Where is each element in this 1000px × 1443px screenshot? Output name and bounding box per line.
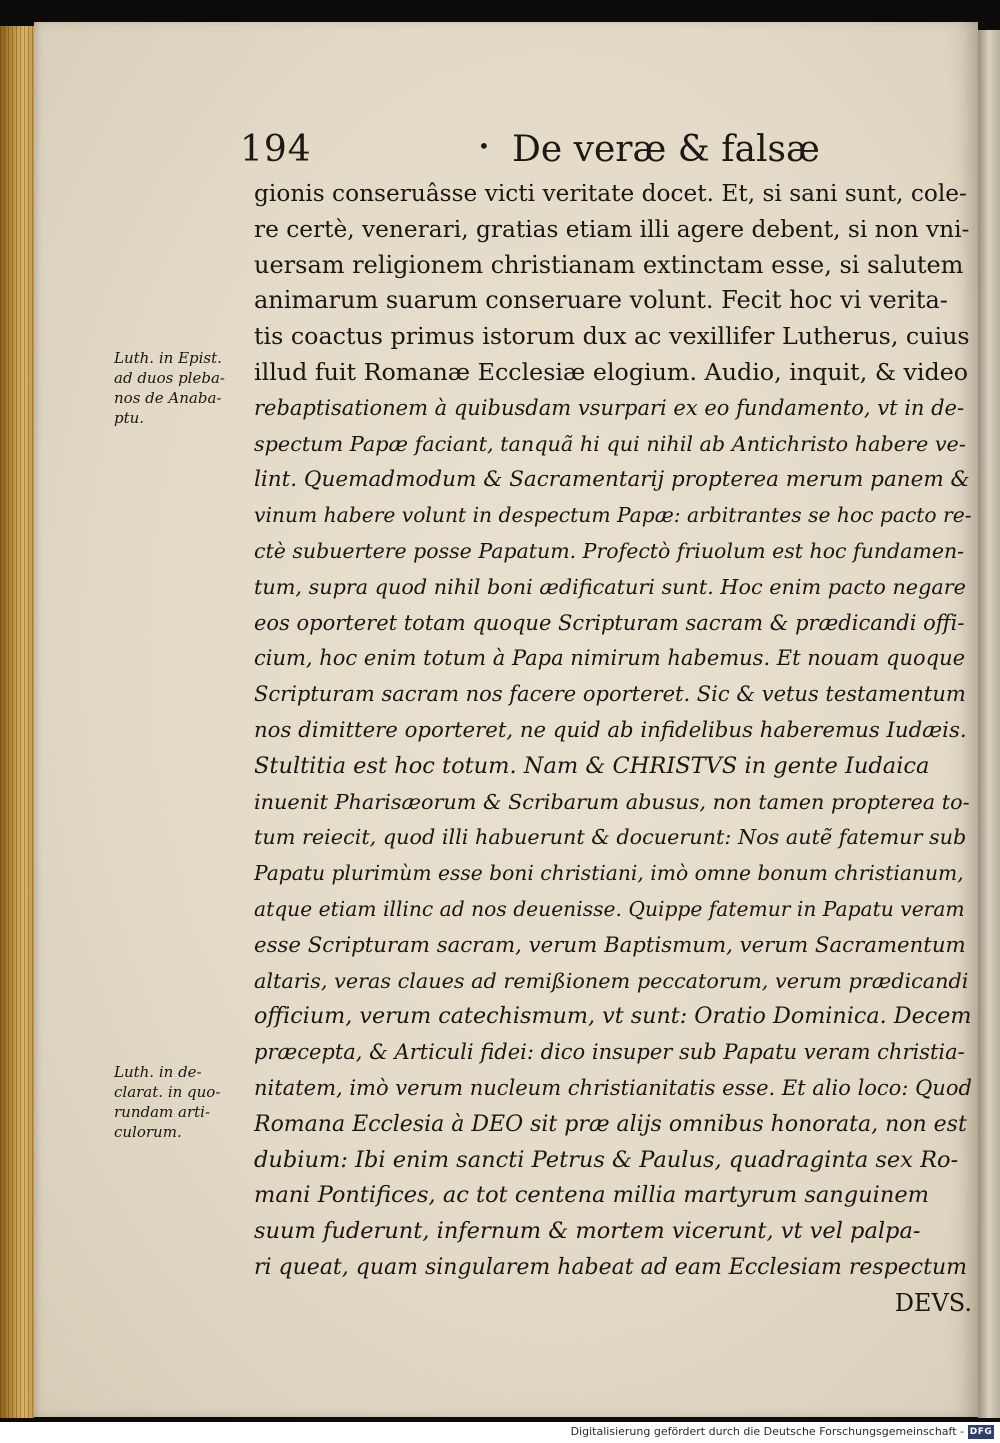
text-line: Romana Ecclesia à DEO sit præ alijs omnibus honorata, non est (254, 1111, 967, 1137)
marginal-note-line: Luth. in Epist. (114, 349, 222, 367)
text-line: cium, hoc enim totum à Papa nimirum habemus. Et nouam quoque (254, 646, 966, 671)
text-line: ctè subuertere posse Papatum. Profectò friuolum est hoc fundamen- (254, 538, 965, 563)
text-line: tum reiecit, quod illi habuerunt & docuerunt: Nos autẽ fatemur sub (254, 825, 967, 850)
text-line: re certè, venerari, gratias etiam illi agere debent, si non vni- (254, 215, 970, 243)
text-line: tum, supra quod nihil boni ædificaturi sunt. Hoc enim pacto negare (254, 574, 966, 599)
text-line: atque etiam illinc ad nos deuenisse. Quippe fatemur in Papatu veram (254, 896, 965, 921)
marginal-note-line: ptu. (114, 409, 145, 427)
text-line: gionis conseruâsse victi veritate docet. Et, si sani sunt, cole- (254, 180, 967, 207)
text-line: esse Scripturam sacram, verum Baptismum, verum Sacramentum (254, 932, 966, 958)
marginal-note (114, 348, 262, 428)
book-spine-edge (0, 26, 34, 1418)
funding-credit: Digitalisierung gefördert durch die Deutsche Forschungsgemeinschaft - (570, 1425, 964, 1438)
text-line: tis coactus primus istorum dux ac vexillifer Lutherus, cuius (254, 322, 970, 351)
text-line: dubium: Ibi enim sancti Petrus & Paulus, quadraginta sex Ro- (254, 1146, 959, 1173)
text-line: vinum habere volunt in despectum Papæ: arbitrantes se hoc pacto re- (254, 503, 972, 528)
marginal-note-line: Luth. in de- (114, 1063, 202, 1081)
dfg-logo: DFG (969, 1427, 993, 1437)
text-line: Scripturam sacram nos facere oporteret. Sic & vetus testamentum (254, 682, 966, 707)
page-stack-edge (978, 30, 1000, 1418)
footer-bar (0, 1422, 1000, 1443)
text-line: lint. Quemadmodum & Sacramentarij propterea merum panem & (254, 467, 970, 493)
text-line: illud fuit Romanæ Ecclesiæ elogium. Audio, inquit, & video (254, 357, 969, 386)
text-line: mani Pontifices, ac tot centena millia martyrum sanguinem (254, 1182, 929, 1209)
page-number: 194 (240, 129, 312, 170)
text-line: uersam religionem christianam extinctam esse, si salutem (254, 250, 964, 279)
running-head (240, 128, 960, 178)
text-line: spectum Papæ faciant, tanquã hi qui nihil ab Antichristo habere ve- (254, 431, 966, 456)
text-line: præcepta, & Articuli fidei: dico insuper sub Papatu veram christia- (254, 1040, 965, 1065)
text-line: officium, verum catechismum, vt sunt: Oratio Dominica. Decem (254, 1003, 972, 1030)
running-title: De veræ & falsæ (512, 129, 820, 170)
marginal-note-line: nos de Anaba- (114, 389, 222, 407)
text-line: altaris, veras claues ad remißionem peccatorum, verum prædicandi (254, 968, 969, 993)
text-line: animarum suarum conseruare volunt. Fecit hoc vi verita- (254, 286, 948, 315)
text-line: eos oporteret totam quoque Scripturam sacram & prædicandi offi- (254, 610, 965, 635)
text-line: ri queat, quam singularem habeat ad eam Ecclesiam respectum (254, 1254, 967, 1280)
body-text (254, 176, 972, 1322)
text-line: nitatem, imò verum nucleum christianitatis esse. Et alio loco: Quod (254, 1075, 972, 1100)
text-line: Stultitia est hoc totum. Nam & CHRISTVS in gente Iudaica (254, 752, 930, 779)
head-ornament: • (478, 134, 490, 158)
text-line: inuenit Pharisæorum & Scribarum abusus, non tamen propterea to- (254, 789, 970, 814)
marginal-note-line: clarat. in quo- (114, 1083, 221, 1101)
marginal-note-line: ad duos pleba- (114, 369, 225, 387)
text-line: suum fuderunt, infernum & mortem vicerunt, vt vel palpa- (254, 1218, 921, 1245)
text-line: rebaptisationem à quibusdam vsurpari ex eo fundamento, vt in de- (254, 395, 965, 420)
marginal-note (114, 1062, 262, 1142)
text-line: nos dimittere oporteret, ne quid ab infidelibus haberemus Iudæis. (254, 717, 967, 743)
catchword: DEVS. (894, 1288, 972, 1317)
text-line: Papatu plurimùm esse boni christiani, imò omne bonum christianum, (254, 861, 964, 886)
marginal-note-line: rundam arti- (114, 1103, 211, 1121)
marginal-note-line: culorum. (114, 1123, 182, 1141)
